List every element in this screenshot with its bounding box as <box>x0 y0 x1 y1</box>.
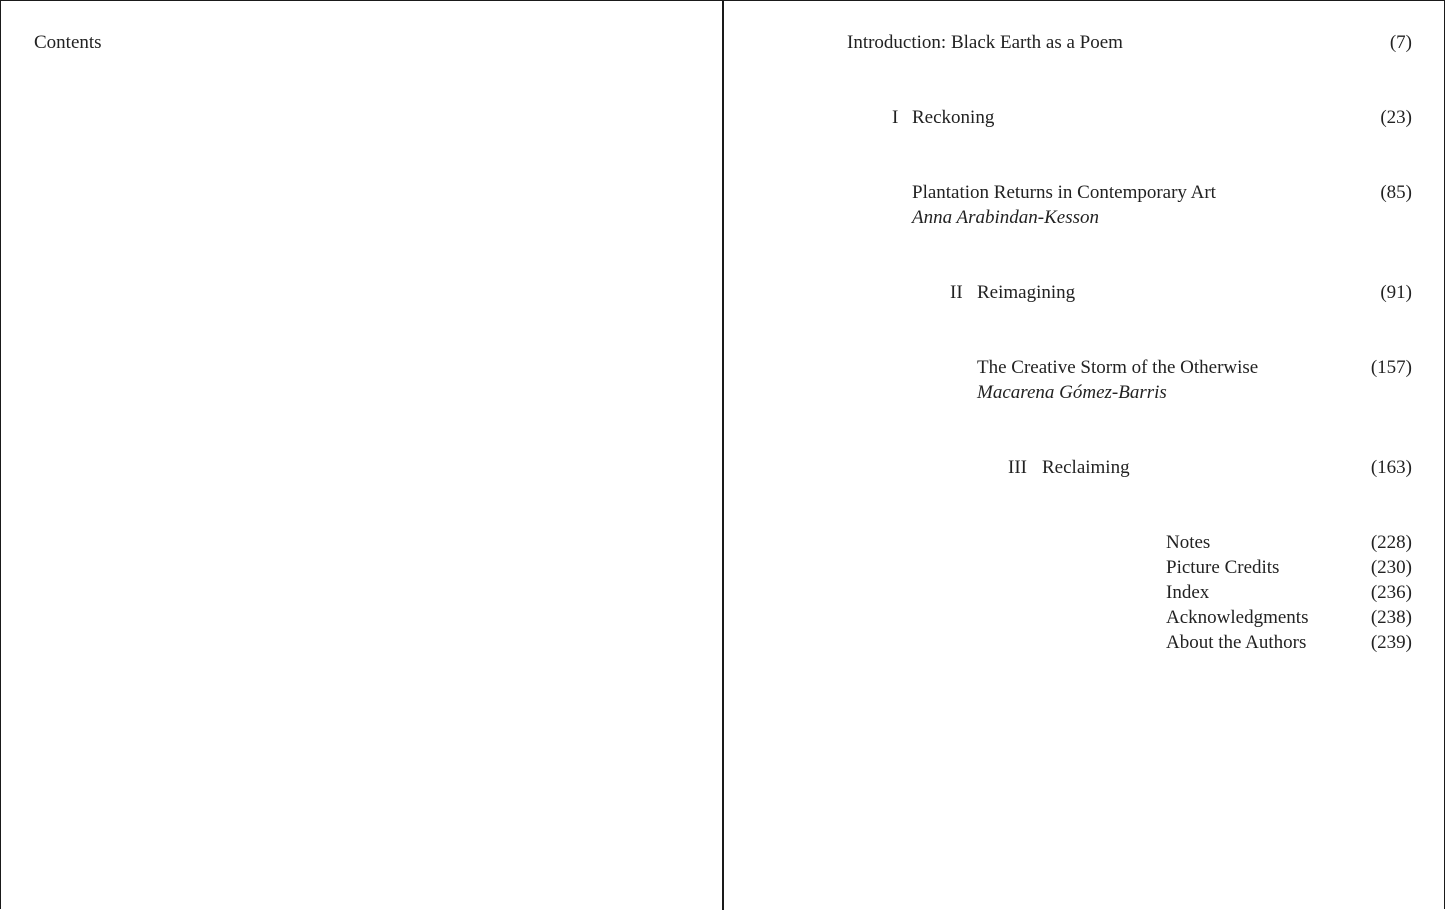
toc-essay-2-title: The Creative Storm of the Otherwise <box>977 357 1259 378</box>
page-gutter-divider <box>722 1 724 910</box>
toc-part-3-numeral: III <box>1008 457 1027 478</box>
toc-part-2-numeral: II <box>950 282 963 303</box>
toc-back-matter-page: (228) <box>1370 532 1412 553</box>
toc-back-matter-page: (236) <box>1370 582 1412 603</box>
toc-introduction-title: Introduction: Black Earth as a Poem <box>847 32 1123 53</box>
toc-essay-2-page: (157) <box>1370 357 1412 378</box>
toc-introduction-page: (7) <box>1389 32 1412 53</box>
toc-essay-1-page: (85) <box>1380 182 1412 203</box>
toc-back-matter-title: Acknowledgments <box>1166 607 1309 628</box>
toc-back-matter-page: (230) <box>1370 557 1412 578</box>
toc-essay-1-author: Anna Arabindan-Kesson <box>912 207 1100 228</box>
toc-part-2-title: Reimagining <box>977 282 1076 303</box>
toc-back-matter-title: About the Authors <box>1166 632 1307 653</box>
toc-part-1-numeral: I <box>892 107 899 128</box>
toc-part-3-page: (163) <box>1370 457 1412 478</box>
toc-back-matter-page: (239) <box>1370 632 1412 653</box>
toc-part-1-title: Reckoning <box>912 107 995 128</box>
toc-back-matter-title: Index <box>1166 582 1210 603</box>
toc-essay-1-title: Plantation Returns in Contemporary Art <box>912 182 1216 203</box>
contents-heading: Contents <box>34 32 102 53</box>
toc-essay-2-author: Macarena Gómez-Barris <box>977 382 1167 403</box>
toc-back-matter-title: Picture Credits <box>1166 557 1280 578</box>
toc-part-2-page: (91) <box>1380 282 1412 303</box>
toc-back-matter-title: Notes <box>1166 532 1211 553</box>
toc-back-matter-page: (238) <box>1370 607 1412 628</box>
toc-part-1-page: (23) <box>1380 107 1412 128</box>
toc-part-3-title: Reclaiming <box>1042 457 1130 478</box>
